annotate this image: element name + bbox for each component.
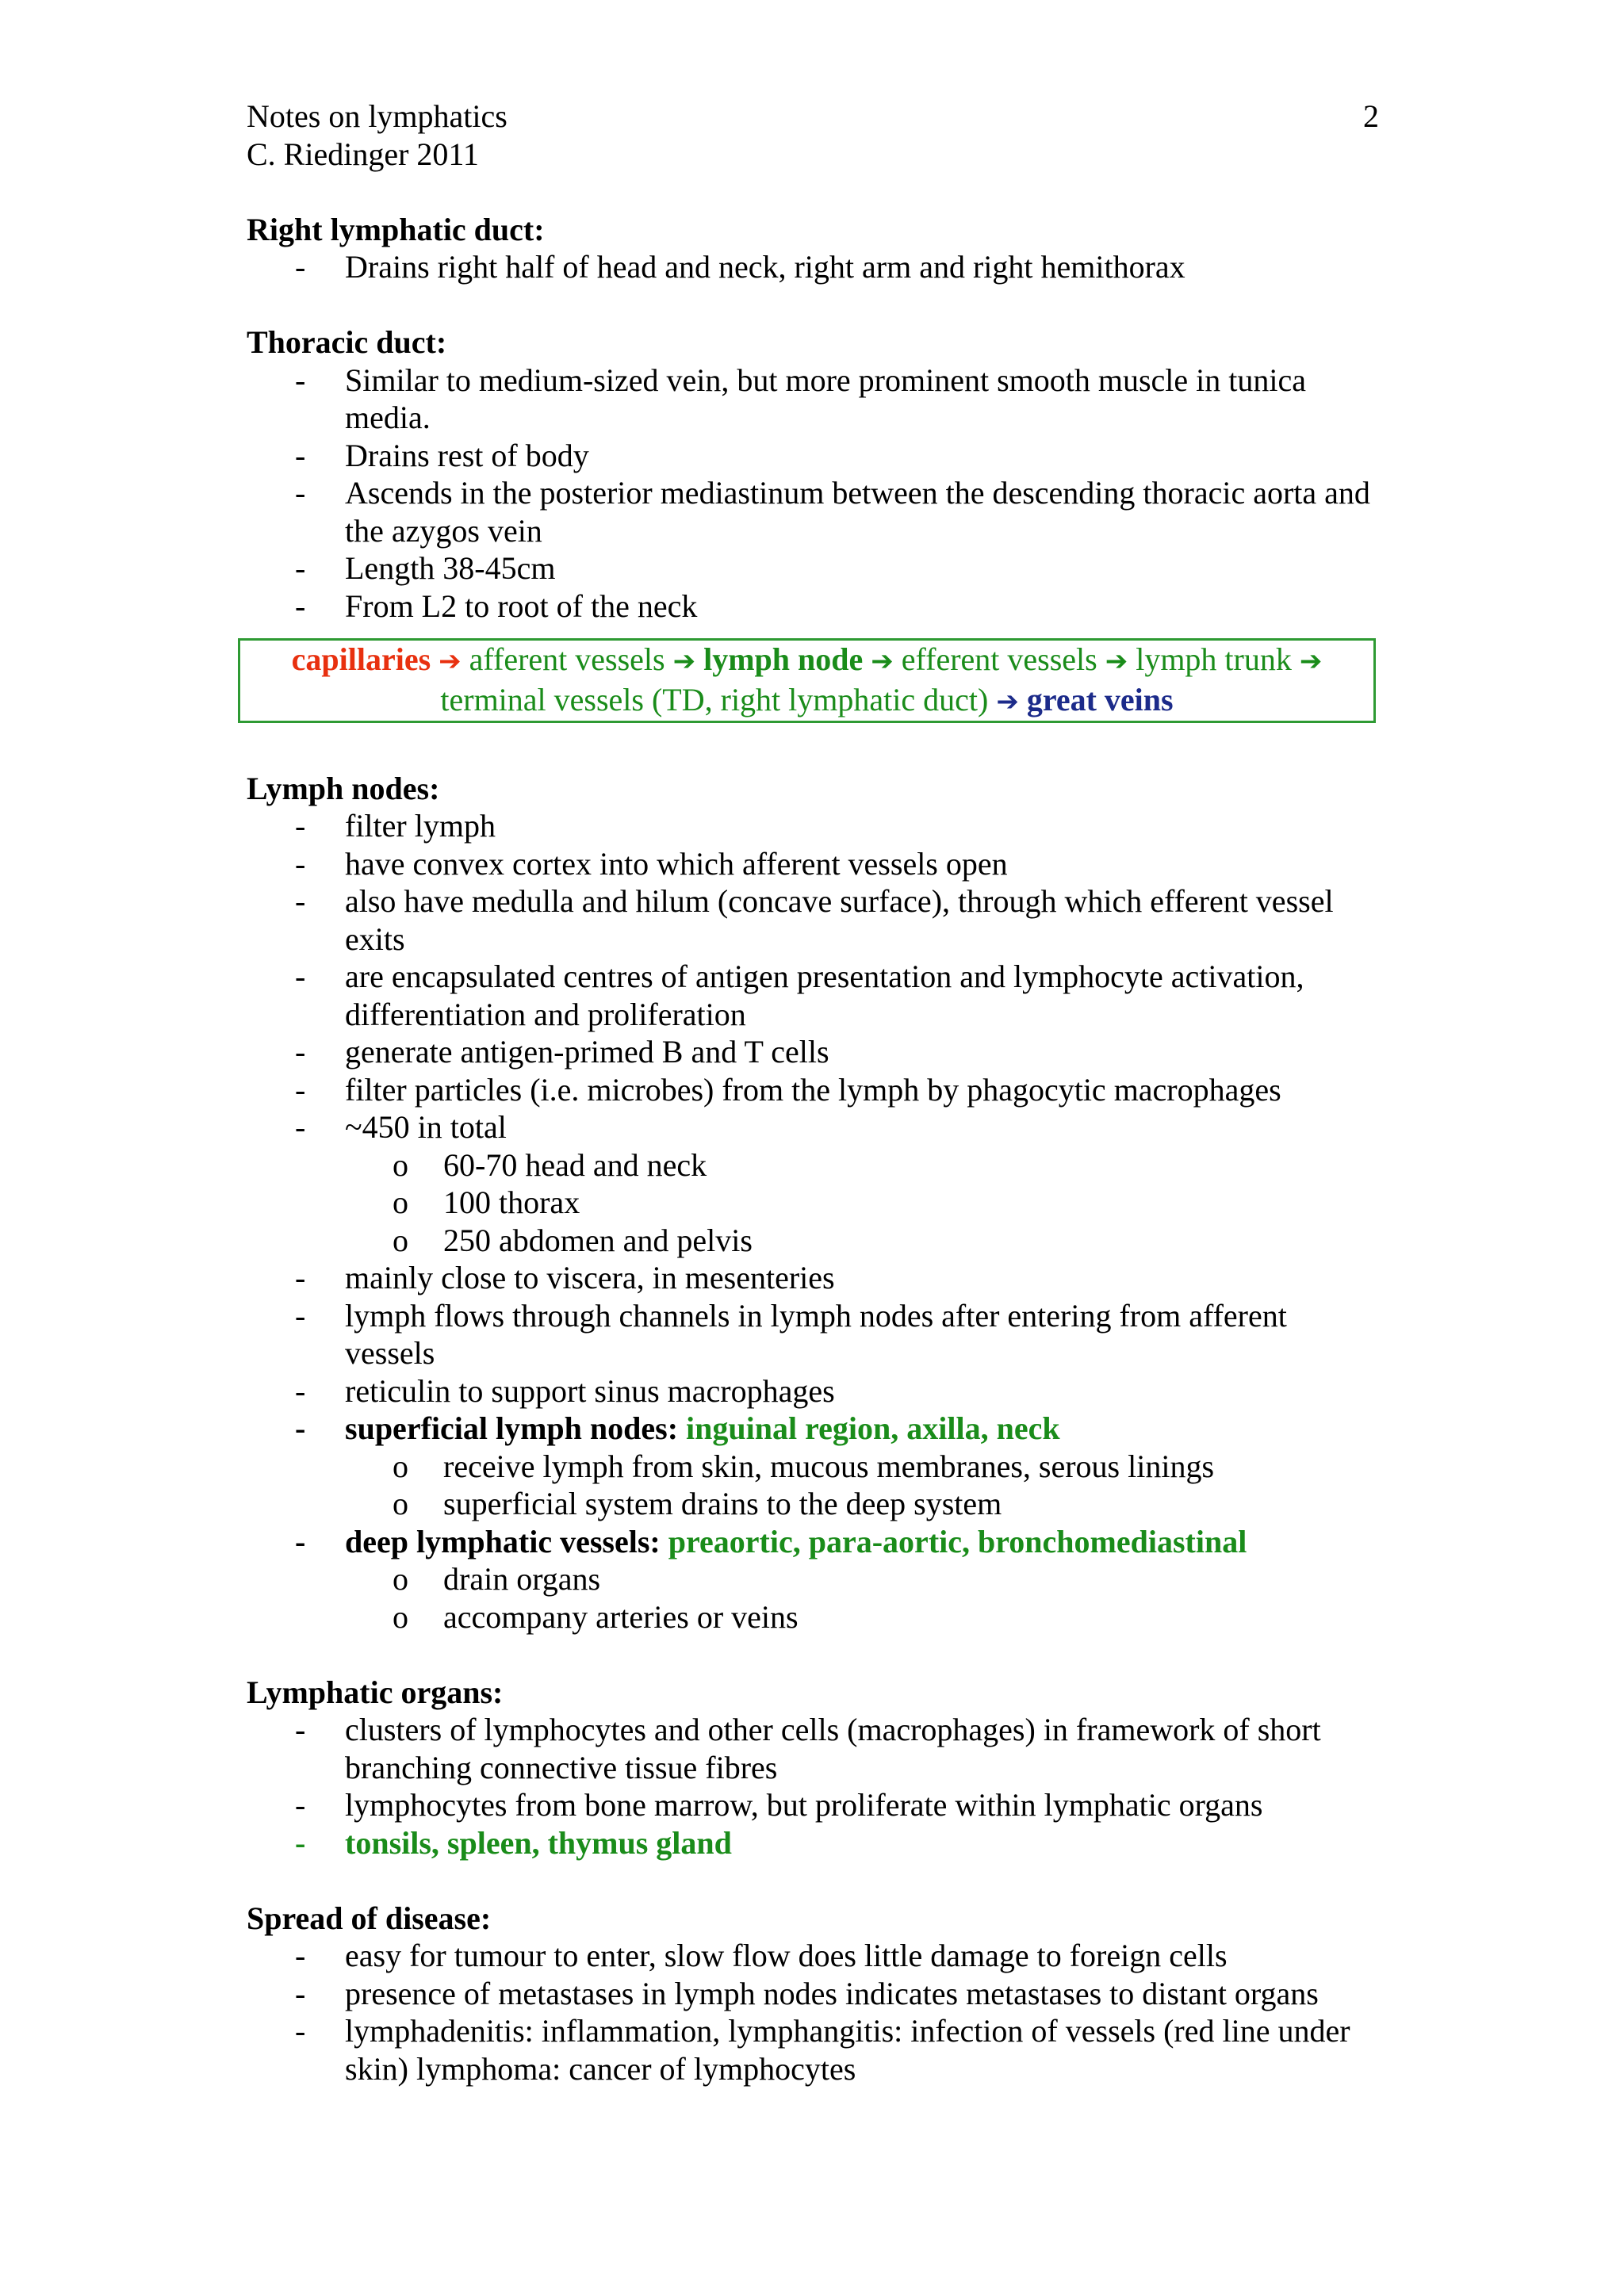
sub-list-item-text: drain organs bbox=[443, 1561, 601, 1597]
section-heading-lymph-nodes: Lymph nodes: bbox=[247, 770, 440, 806]
sublist-total-distribution bbox=[345, 1146, 1381, 1260]
document-author: C. Riedinger 2011 bbox=[247, 136, 479, 172]
superficial-locations: inguinal region, axilla, neck bbox=[686, 1410, 1060, 1446]
sub-list-item-text: 250 abdomen and pelvis bbox=[443, 1222, 753, 1258]
right-lymphatic-duct-list bbox=[247, 248, 1381, 286]
dash-marker: - bbox=[295, 959, 306, 994]
sub-list-item bbox=[345, 1146, 1381, 1184]
list-item-text: also have medulla and hilum (concave surface), through which efferent vessel exits bbox=[345, 883, 1334, 957]
section-heading-thoracic-duct: Thoracic duct: bbox=[247, 324, 447, 360]
dash-marker: - bbox=[295, 883, 306, 919]
list-item-text: From L2 to root of the neck bbox=[345, 587, 698, 624]
sub-list-item-text: accompany arteries or veins bbox=[443, 1598, 799, 1635]
list-item-text: are encapsulated centres of antigen presentation and lymphocyte activation, differentiation and proliferation bbox=[345, 959, 1304, 1032]
document-title: Notes on lymphatics bbox=[247, 98, 508, 134]
deep-label: deep lymphatic vessels: bbox=[345, 1523, 661, 1559]
dash-marker: - bbox=[295, 249, 306, 285]
dash-marker: - bbox=[295, 1410, 306, 1446]
arrow-icon: ➔ bbox=[439, 645, 462, 677]
list-item-deep bbox=[247, 1523, 1381, 1636]
list-item bbox=[247, 1297, 1381, 1372]
spacer bbox=[247, 286, 1381, 324]
flow-efferent-vessels: efferent vessels bbox=[901, 641, 1097, 677]
list-item-text: lymphadenitis: inflammation, lymphangitis: infection of vessels (red line under skin) lymphoma: cancer of lymphocytes bbox=[345, 2013, 1350, 2087]
circle-marker: o bbox=[393, 1222, 408, 1258]
lymph-nodes-list bbox=[247, 807, 1381, 1636]
dash-marker: - bbox=[295, 1034, 306, 1070]
section-heading-lymphatic-organs: Lymphatic organs: bbox=[247, 1674, 504, 1710]
list-item bbox=[247, 549, 1381, 587]
list-item bbox=[247, 1711, 1381, 1786]
list-item bbox=[247, 882, 1381, 958]
spacer bbox=[247, 1636, 1381, 1674]
sub-list-item-text: receive lymph from skin, mucous membranes, serous linings bbox=[443, 1448, 1215, 1484]
list-item bbox=[247, 2012, 1381, 2087]
spacer bbox=[247, 173, 1381, 211]
dash-marker: - bbox=[295, 475, 306, 511]
lymphatic-organs-list bbox=[247, 1711, 1381, 1862]
sub-list-item-text: 100 thorax bbox=[443, 1184, 580, 1220]
arrow-icon: ➔ bbox=[1299, 645, 1323, 677]
list-item bbox=[247, 1786, 1381, 1824]
dash-marker: - bbox=[295, 1260, 306, 1295]
list-item bbox=[247, 362, 1381, 437]
section-heading-right-lymphatic-duct: Right lymphatic duct: bbox=[247, 211, 545, 247]
dash-marker: - bbox=[295, 1071, 306, 1108]
list-item-text: filter particles (i.e. microbes) from the lymph by phagocytic macrophages bbox=[345, 1071, 1281, 1108]
lymph-flow-box bbox=[238, 638, 1376, 723]
list-item-text: ~450 in total bbox=[345, 1109, 507, 1145]
list-item-text: lymphocytes from bone marrow, but proliferate within lymphatic organs bbox=[345, 1787, 1263, 1823]
circle-marker: o bbox=[393, 1184, 408, 1220]
circle-marker: o bbox=[393, 1146, 408, 1183]
dash-marker: - bbox=[295, 845, 306, 882]
spread-of-disease-list bbox=[247, 1937, 1381, 2087]
list-item-text: reticulin to support sinus macrophages bbox=[345, 1372, 835, 1409]
dash-marker: - bbox=[295, 808, 306, 844]
arrow-icon: ➔ bbox=[672, 645, 696, 677]
list-item bbox=[247, 1259, 1381, 1297]
dash-marker: - bbox=[295, 1938, 306, 1973]
list-item-superficial bbox=[247, 1410, 1381, 1523]
list-item bbox=[247, 248, 1381, 286]
dash-marker: - bbox=[295, 362, 306, 398]
list-item-text: Drains rest of body bbox=[345, 437, 589, 473]
dash-marker: - bbox=[295, 1787, 306, 1823]
page-header bbox=[247, 98, 1381, 173]
list-item bbox=[247, 1071, 1381, 1109]
circle-marker: o bbox=[393, 1598, 408, 1635]
sub-list-item bbox=[345, 1485, 1381, 1523]
sub-list-item bbox=[345, 1560, 1381, 1598]
list-item bbox=[247, 1975, 1381, 2013]
flow-lymph-node: lymph node bbox=[703, 641, 864, 677]
list-item bbox=[247, 807, 1381, 845]
flow-capillaries: capillaries bbox=[291, 641, 431, 677]
list-item bbox=[247, 474, 1381, 549]
sub-list-item bbox=[345, 1184, 1381, 1222]
sub-list-item bbox=[345, 1448, 1381, 1486]
list-item-text: have convex cortex into which afferent vessels open bbox=[345, 845, 1008, 882]
dash-marker: - bbox=[295, 1975, 306, 2011]
list-item-text: generate antigen-primed B and T cells bbox=[345, 1034, 829, 1070]
sublist-deep bbox=[345, 1560, 1381, 1636]
list-item-text: Similar to medium-sized vein, but more prominent smooth muscle in tunica media. bbox=[345, 362, 1307, 435]
sub-list-item-text: superficial system drains to the deep system bbox=[443, 1486, 1002, 1521]
page-number: 2 bbox=[1363, 98, 1379, 134]
list-item bbox=[247, 1937, 1381, 1975]
thoracic-duct-list bbox=[247, 362, 1381, 626]
deep-locations: preaortic, para-aortic, bronchomediastinal bbox=[668, 1523, 1247, 1559]
flow-great-veins: great veins bbox=[1026, 681, 1174, 718]
list-item-text: Length 38-45cm bbox=[345, 550, 556, 586]
list-item bbox=[247, 587, 1381, 626]
dash-marker: - bbox=[295, 1824, 306, 1861]
dash-marker: - bbox=[295, 1523, 306, 1559]
list-item bbox=[247, 1033, 1381, 1071]
arrow-icon: ➔ bbox=[871, 645, 894, 677]
list-item-text: presence of metastases in lymph nodes indicates metastases to distant organs bbox=[345, 1975, 1319, 2011]
list-item bbox=[247, 958, 1381, 1033]
list-item-text: filter lymph bbox=[345, 808, 496, 844]
section-heading-spread-of-disease: Spread of disease: bbox=[247, 1900, 492, 1936]
flow-afferent-vessels: afferent vessels bbox=[469, 641, 665, 677]
lymphatic-organs-highlight: tonsils, spleen, thymus gland bbox=[345, 1824, 732, 1861]
list-item-text: clusters of lymphocytes and other cells (macrophages) in framework of short branching connective tissue fibres bbox=[345, 1712, 1321, 1785]
dash-marker: - bbox=[295, 587, 306, 624]
list-item-text: Drains right half of head and neck, right arm and right hemithorax bbox=[345, 249, 1185, 285]
superficial-label: superficial lymph nodes: bbox=[345, 1410, 679, 1446]
list-item-text: lymph flows through channels in lymph nodes after entering from afferent vessels bbox=[345, 1297, 1287, 1371]
circle-marker: o bbox=[393, 1561, 408, 1597]
circle-marker: o bbox=[393, 1448, 408, 1484]
sub-list-item-text: 60-70 head and neck bbox=[443, 1146, 707, 1183]
dash-marker: - bbox=[295, 2013, 306, 2049]
list-item bbox=[247, 437, 1381, 475]
list-item-highlight bbox=[247, 1824, 1381, 1862]
list-item-text: Ascends in the posterior mediastinum between the descending thoracic aorta and the azygos vein bbox=[345, 475, 1370, 549]
list-item-text: mainly close to viscera, in mesenteries bbox=[345, 1260, 835, 1295]
page-content bbox=[247, 98, 1381, 2087]
flow-line-2 bbox=[247, 681, 1367, 721]
flow-lymph-trunk: lymph trunk bbox=[1136, 641, 1292, 677]
arrow-icon: ➔ bbox=[996, 685, 1019, 718]
dash-marker: - bbox=[295, 1109, 306, 1145]
arrow-icon: ➔ bbox=[1105, 645, 1128, 677]
flow-line-1 bbox=[247, 641, 1367, 681]
spacer bbox=[247, 1862, 1381, 1900]
list-item bbox=[247, 845, 1381, 883]
spacer bbox=[247, 732, 1381, 770]
list-item bbox=[247, 1108, 1381, 1259]
dash-marker: - bbox=[295, 437, 306, 473]
sublist-superficial bbox=[345, 1448, 1381, 1523]
sub-list-item bbox=[345, 1598, 1381, 1636]
circle-marker: o bbox=[393, 1486, 408, 1521]
flow-terminal-vessels: terminal vessels (TD, right lymphatic duct) bbox=[440, 681, 989, 718]
list-item-text: easy for tumour to enter, slow flow does little damage to foreign cells bbox=[345, 1938, 1228, 1973]
dash-marker: - bbox=[295, 1712, 306, 1747]
dash-marker: - bbox=[295, 1297, 306, 1334]
list-item bbox=[247, 1372, 1381, 1410]
dash-marker: - bbox=[295, 550, 306, 586]
dash-marker: - bbox=[295, 1372, 306, 1409]
sub-list-item bbox=[345, 1222, 1381, 1260]
